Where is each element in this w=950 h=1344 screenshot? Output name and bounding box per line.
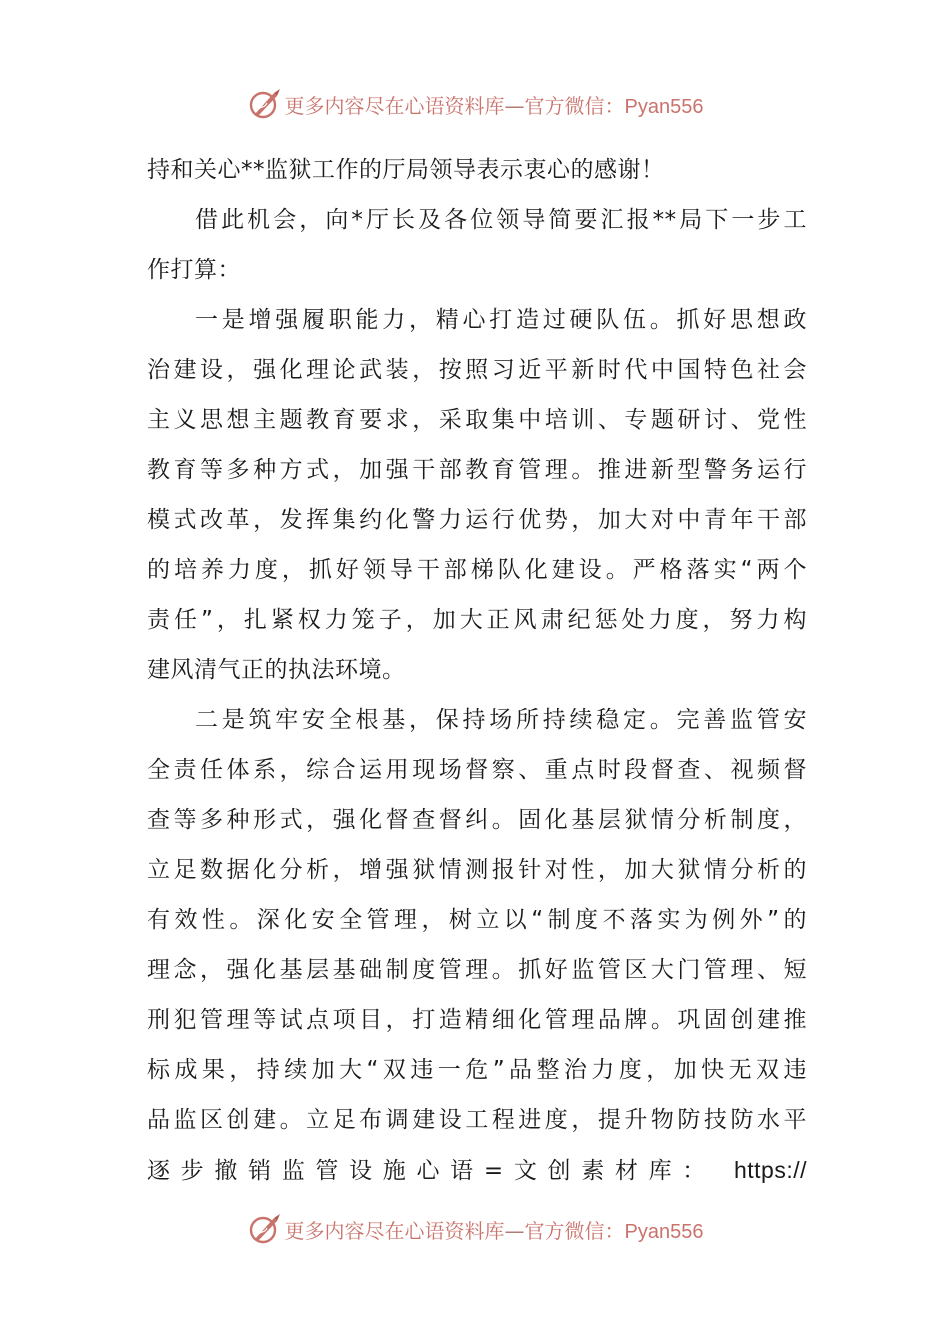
text-line: 有效性。深化安全管理，树立以“制度不落实为例外”的: [147, 907, 807, 933]
text-line: 理念，强化基层基础制度管理。抓好监管区大门管理、短: [147, 957, 807, 983]
watermark-separator: —: [504, 93, 525, 118]
footer-watermark: [0, 1209, 950, 1249]
text-line: 品监区创建。立足布调建设工程进度，提升物防技防水平: [147, 1107, 807, 1133]
document-body: [147, 145, 807, 1195]
text-line: 二是筑牢安全根基，保持场所持续稳定。完善监管安: [195, 707, 807, 733]
header-watermark: [0, 84, 950, 124]
watermark-separator: —: [504, 1218, 525, 1243]
text-line: 立足数据化分析，增强狱情测报针对性，加大狱情分析的: [147, 857, 807, 883]
text-line: 持和关心**监狱工作的厅局领导表示衷心的感谢！: [147, 157, 665, 183]
text-line: 一是增强履职能力，精心打造过硬队伍。抓好思想政: [195, 307, 807, 333]
watermark-wechat-id: Pyan556: [624, 1220, 704, 1243]
text-line: 责任”，扎紧权力笼子，加大正风肃纪惩处力度，努力构: [147, 607, 807, 633]
text-line: 查等多种形式，强化督查督纠。固化基层狱情分析制度，: [147, 807, 807, 833]
watermark-brand: 更多内容尽在心语资料库: [284, 93, 505, 118]
text-line: 主义思想主题教育要求，采取集中培训、专题研讨、党性: [147, 407, 807, 433]
text-line: 借此机会，向*厅长及各位领导简要汇报**局下一步工: [195, 207, 807, 233]
text-line-with-link: [147, 1145, 807, 1195]
text-line: 的培养力度，抓好领导干部梯队化建设。严格落实“两个: [147, 557, 807, 583]
text-line: 模式改革，发挥集约化警力运行优势，加大对中青年干部: [147, 507, 807, 533]
watermark-text: [285, 90, 704, 119]
quill-pen-logo-icon: [247, 86, 283, 122]
text-line: 作打算：: [147, 257, 241, 283]
watermark-brand: 更多内容尽在心语资料库: [284, 1218, 505, 1243]
quill-pen-logo-icon: [247, 1211, 283, 1247]
watermark-label: 官方微信：: [524, 93, 625, 118]
text-segment: 逐步撤销监管设施心语=文创素材库：: [147, 1158, 716, 1184]
text-line: 教育等多种方式，加强干部教育管理。推进新型警务运行: [147, 457, 807, 483]
watermark-wechat-id: Pyan556: [624, 95, 704, 118]
text-line: 治建设，强化理论武装，按照习近平新时代中国特色社会: [147, 357, 807, 383]
watermark-label: 官方微信：: [524, 1218, 625, 1243]
watermark-text: [285, 1215, 704, 1244]
text-line: 全责任体系，综合运用现场督察、重点时段督查、视频督: [147, 757, 807, 783]
url-fragment: https://: [733, 1157, 807, 1183]
text-line: 标成果，持续加大“双违一危”品整治力度，加快无双违: [147, 1057, 807, 1083]
text-line: 建风清气正的执法环境。: [147, 657, 406, 683]
text-line: 刑犯管理等试点项目，打造精细化管理品牌。巩固创建推: [147, 1007, 807, 1033]
